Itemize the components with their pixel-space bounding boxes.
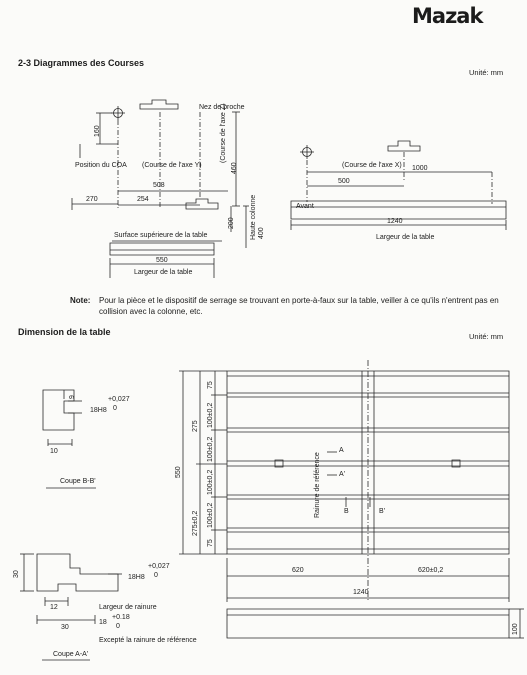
aa-tol-base: 18H8	[128, 574, 145, 581]
label-avant: Avant	[296, 203, 314, 210]
table-plan-view	[179, 360, 524, 638]
label-haute-colonne: Haute colonne	[250, 194, 257, 240]
note-text: Pour la pièce et le dispositif de serrage se trouvant en porte-à-faux sur la table, veiller à ce qu'ils n'entrent pas en collision avec la colonne, etc.	[99, 296, 499, 316]
bb-dim-10: 10	[50, 448, 58, 455]
brand-logo: Mazak	[412, 4, 483, 28]
aa-tol-lower: 0	[154, 572, 158, 579]
plan-label-rainure-reference: Rainure de référence	[314, 452, 321, 518]
dim-270: 270	[86, 196, 98, 203]
plan-dim-620-right: 620±0,2	[418, 567, 444, 574]
section-title-table: Dimension de la table	[18, 327, 111, 337]
dim-1240-top: 1240	[387, 218, 403, 225]
plan-dim-275-bottom: 275±0,2	[192, 510, 199, 536]
dim-254: 254	[137, 196, 149, 203]
aa-dim-30-left: 30	[13, 570, 20, 578]
plan-dim-100-4: 100±0,2	[207, 502, 214, 528]
plan-dim-620-left: 620	[292, 567, 304, 574]
label-course-z: (Course de l'axe Z)	[220, 103, 227, 163]
aa-rainure-upper: +0.18	[112, 614, 130, 621]
label-position-coa: Position du COA	[75, 162, 127, 169]
dim-508: 508	[153, 182, 165, 189]
section-title-courses: 2-3 Diagrammes des Courses	[18, 58, 145, 68]
x-travel-diagram	[291, 141, 506, 230]
dim-160: 160	[94, 125, 101, 137]
aa-dim-12: 12	[50, 604, 58, 611]
aa-rainure-lower: 0	[116, 623, 120, 630]
dim-200: 200	[228, 217, 235, 229]
plan-dim-275-top: 275	[192, 420, 199, 432]
label-course-x: (Course de l'axe X)	[342, 162, 402, 169]
aa-largeur-rainure: Largeur de rainure	[99, 604, 157, 611]
plan-label-A-prime: A'	[339, 471, 346, 478]
aa-tol-upper: +0,027	[148, 563, 170, 570]
label-surface-superieure: Surface supérieure de la table	[114, 232, 208, 239]
plan-dim-100-3: 100±0,2	[207, 469, 214, 495]
aa-dim-30-bottom: 30	[61, 624, 69, 631]
bb-tol-base: 18H8	[90, 407, 107, 414]
dim-400: 400	[258, 227, 265, 239]
plan-label-B-prime: B'	[379, 508, 386, 515]
label-nez-broche: Nez de broche	[199, 104, 245, 111]
label-course-y: (Course de l'axe Y)	[142, 162, 202, 169]
dim-460: 460	[231, 162, 238, 174]
plan-dim-100-1: 100±0,2	[207, 402, 214, 428]
plan-dim-75-top: 75	[207, 381, 214, 389]
bb-tol-upper: +0,027	[108, 396, 130, 403]
dim-500: 500	[338, 178, 350, 185]
side-dim-100: 100	[512, 623, 519, 635]
plan-dim-75-bottom: 75	[207, 539, 214, 547]
unit-label-2: Unité: mm	[469, 332, 504, 341]
unit-label-1: Unité: mm	[469, 68, 504, 77]
dim-550: 550	[156, 257, 168, 264]
coupe-bb-section	[43, 390, 96, 488]
dim-1000: 1000	[412, 165, 428, 172]
bb-caption: Coupe B-B'	[60, 478, 96, 485]
plan-dim-550: 550	[175, 466, 182, 478]
aa-caption: Coupe A-A'	[53, 651, 89, 658]
note-label: Note:	[70, 296, 91, 305]
bb-tol-lower: 0	[113, 405, 117, 412]
label-largeur-table-2: Largeur de la table	[376, 234, 435, 241]
plan-label-A: A	[339, 447, 344, 454]
bb-dim-9: 9	[69, 395, 76, 399]
aa-excepte: Excepté la rainure de référence	[99, 637, 197, 644]
plan-dim-1240: 1240	[353, 589, 369, 596]
label-largeur-table-1: Largeur de la table	[134, 269, 193, 276]
aa-rainure-base: 18	[99, 619, 107, 626]
plan-dim-100-2: 100±0,2	[207, 436, 214, 462]
plan-label-B: B	[344, 508, 349, 515]
